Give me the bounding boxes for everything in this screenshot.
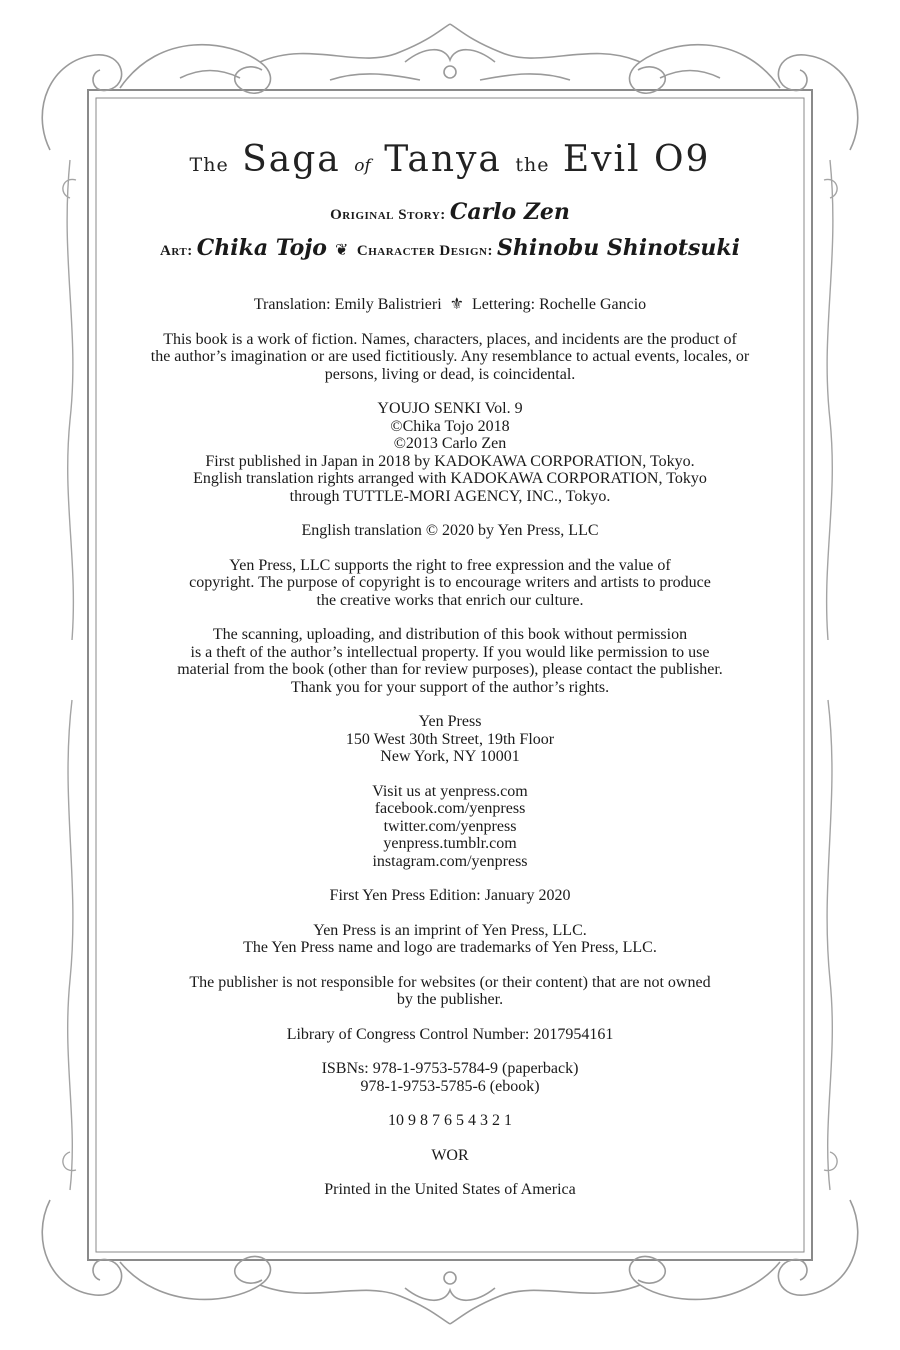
text-line: First published in Japan in 2018 by KADOKAWA CORPORATION, Tokyo. — [205, 452, 695, 470]
title-word-saga: Saga — [242, 139, 341, 180]
printed-in — [120, 1181, 780, 1199]
translation-credit — [120, 296, 780, 314]
printer-code — [120, 1147, 780, 1165]
title-word-tanya: Tanya — [384, 139, 502, 180]
title-word-the-2: the — [515, 154, 550, 176]
text-line: English translation © 2020 by Yen Press, LLC — [301, 522, 599, 539]
text-line: Yen Press is an imprint of Yen Press, LLC. — [313, 921, 587, 939]
text-line: through TUTTLE-MORI AGENCY, INC., Tokyo. — [289, 487, 611, 505]
bottom-scroll-ornament — [120, 1256, 780, 1324]
text-line: 10 9 8 7 6 5 4 3 2 1 — [388, 1112, 512, 1129]
text-line: the creative works that enrich our culture. — [316, 591, 584, 609]
print-line — [120, 1112, 780, 1130]
publisher-address — [120, 713, 780, 766]
text-line: facebook.com/yenpress — [374, 800, 526, 817]
text-line: This book is a work of fiction. Names, characters, places, and incidents are the product of — [163, 330, 737, 348]
fiction-disclaimer — [120, 331, 780, 384]
story-author: Carlo Zen — [449, 199, 570, 225]
text-line: English translation rights arranged with KADOKAWA CORPORATION, Tokyo — [193, 470, 707, 487]
web-links — [120, 783, 780, 871]
text-line: Visit us at yenpress.com — [372, 782, 528, 800]
edition-info — [120, 887, 780, 905]
text-line: twitter.com/yenpress — [383, 817, 517, 835]
english-translation-copyright — [120, 522, 780, 540]
title-word-of: of — [354, 156, 371, 176]
websites-disclaimer — [120, 974, 780, 1009]
text-line: First Yen Press Edition: January 2020 — [329, 887, 571, 904]
art-credit — [120, 230, 780, 266]
original-story-credit — [120, 194, 780, 230]
art-label: Art: — [160, 243, 193, 259]
fleur-de-lis-icon: ⚜ — [449, 296, 465, 313]
character-designer: Shinobu Shinotsuki — [496, 235, 740, 261]
text-line: persons, living or dead, is coincidental. — [324, 365, 576, 383]
copyright-support — [120, 557, 780, 610]
text-line: Printed in the United States of America — [324, 1181, 576, 1198]
copyright-page — [120, 128, 780, 1199]
text-line: The scanning, uploading, and distribution of this book without permission — [212, 626, 688, 643]
translator: Translation: Emily Balistrieri — [253, 296, 442, 313]
fleuron-icon: ❦ — [334, 242, 349, 259]
series-title — [120, 136, 780, 184]
volume-number: O9 — [654, 139, 711, 180]
text-line: is a theft of the author’s intellectual property. If you would like permission to use — [190, 643, 710, 661]
scanning-notice — [120, 626, 780, 696]
isbn-list — [120, 1060, 780, 1095]
text-line: The Yen Press name and logo are trademarks of Yen Press, LLC. — [243, 939, 657, 956]
text-line: ©Chika Tojo 2018 — [390, 417, 510, 435]
text-line: ISBNs: 978-1-9753-5784-9 (paperback) — [321, 1060, 579, 1077]
letterer: Lettering: Rochelle Gancio — [472, 296, 647, 313]
text-line: Yen Press, LLC supports the right to free expression and the value of — [229, 556, 671, 574]
text-line: instagram.com/yenpress — [372, 852, 528, 870]
story-label: Original Story: — [330, 207, 446, 223]
text-line: 150 West 30th Street, 19th Floor — [345, 730, 555, 748]
text-line: material from the book (other than for review purposes), please contact the publisher. — [177, 661, 723, 678]
title-word-the: The — [189, 154, 229, 176]
original-edition-info — [120, 400, 780, 505]
text-line: yenpress.tumblr.com — [383, 835, 517, 852]
text-line: Thank you for your support of the author’s rights. — [290, 678, 610, 696]
text-line: The publisher is not responsible for websites (or their content) that are not owned — [189, 973, 711, 991]
text-line: New York, NY 10001 — [380, 748, 520, 765]
text-line: YOUJO SENKI Vol. 9 — [377, 400, 523, 417]
lccn — [120, 1026, 780, 1044]
text-line: Yen Press — [418, 713, 482, 730]
text-line: copyright. The purpose of copyright is to encourage writers and artists to produce — [189, 574, 711, 591]
character-design-label: Character Design: — [356, 243, 493, 259]
text-line: WOR — [431, 1146, 469, 1164]
art-author: Chika Tojo — [196, 235, 327, 261]
text-line: the author’s imagination or are used fictitiously. Any resemblance to actual events, locales, or — [150, 348, 750, 365]
text-line: ©2013 Carlo Zen — [393, 435, 507, 452]
top-scroll-ornament — [120, 24, 780, 93]
text-line: by the publisher. — [396, 991, 504, 1008]
title-word-evil: Evil — [562, 139, 641, 180]
text-line: Library of Congress Control Number: 2017954161 — [286, 1025, 614, 1043]
text-line: 978-1-9753-5785-6 (ebook) — [360, 1077, 540, 1095]
imprint-info — [120, 922, 780, 957]
